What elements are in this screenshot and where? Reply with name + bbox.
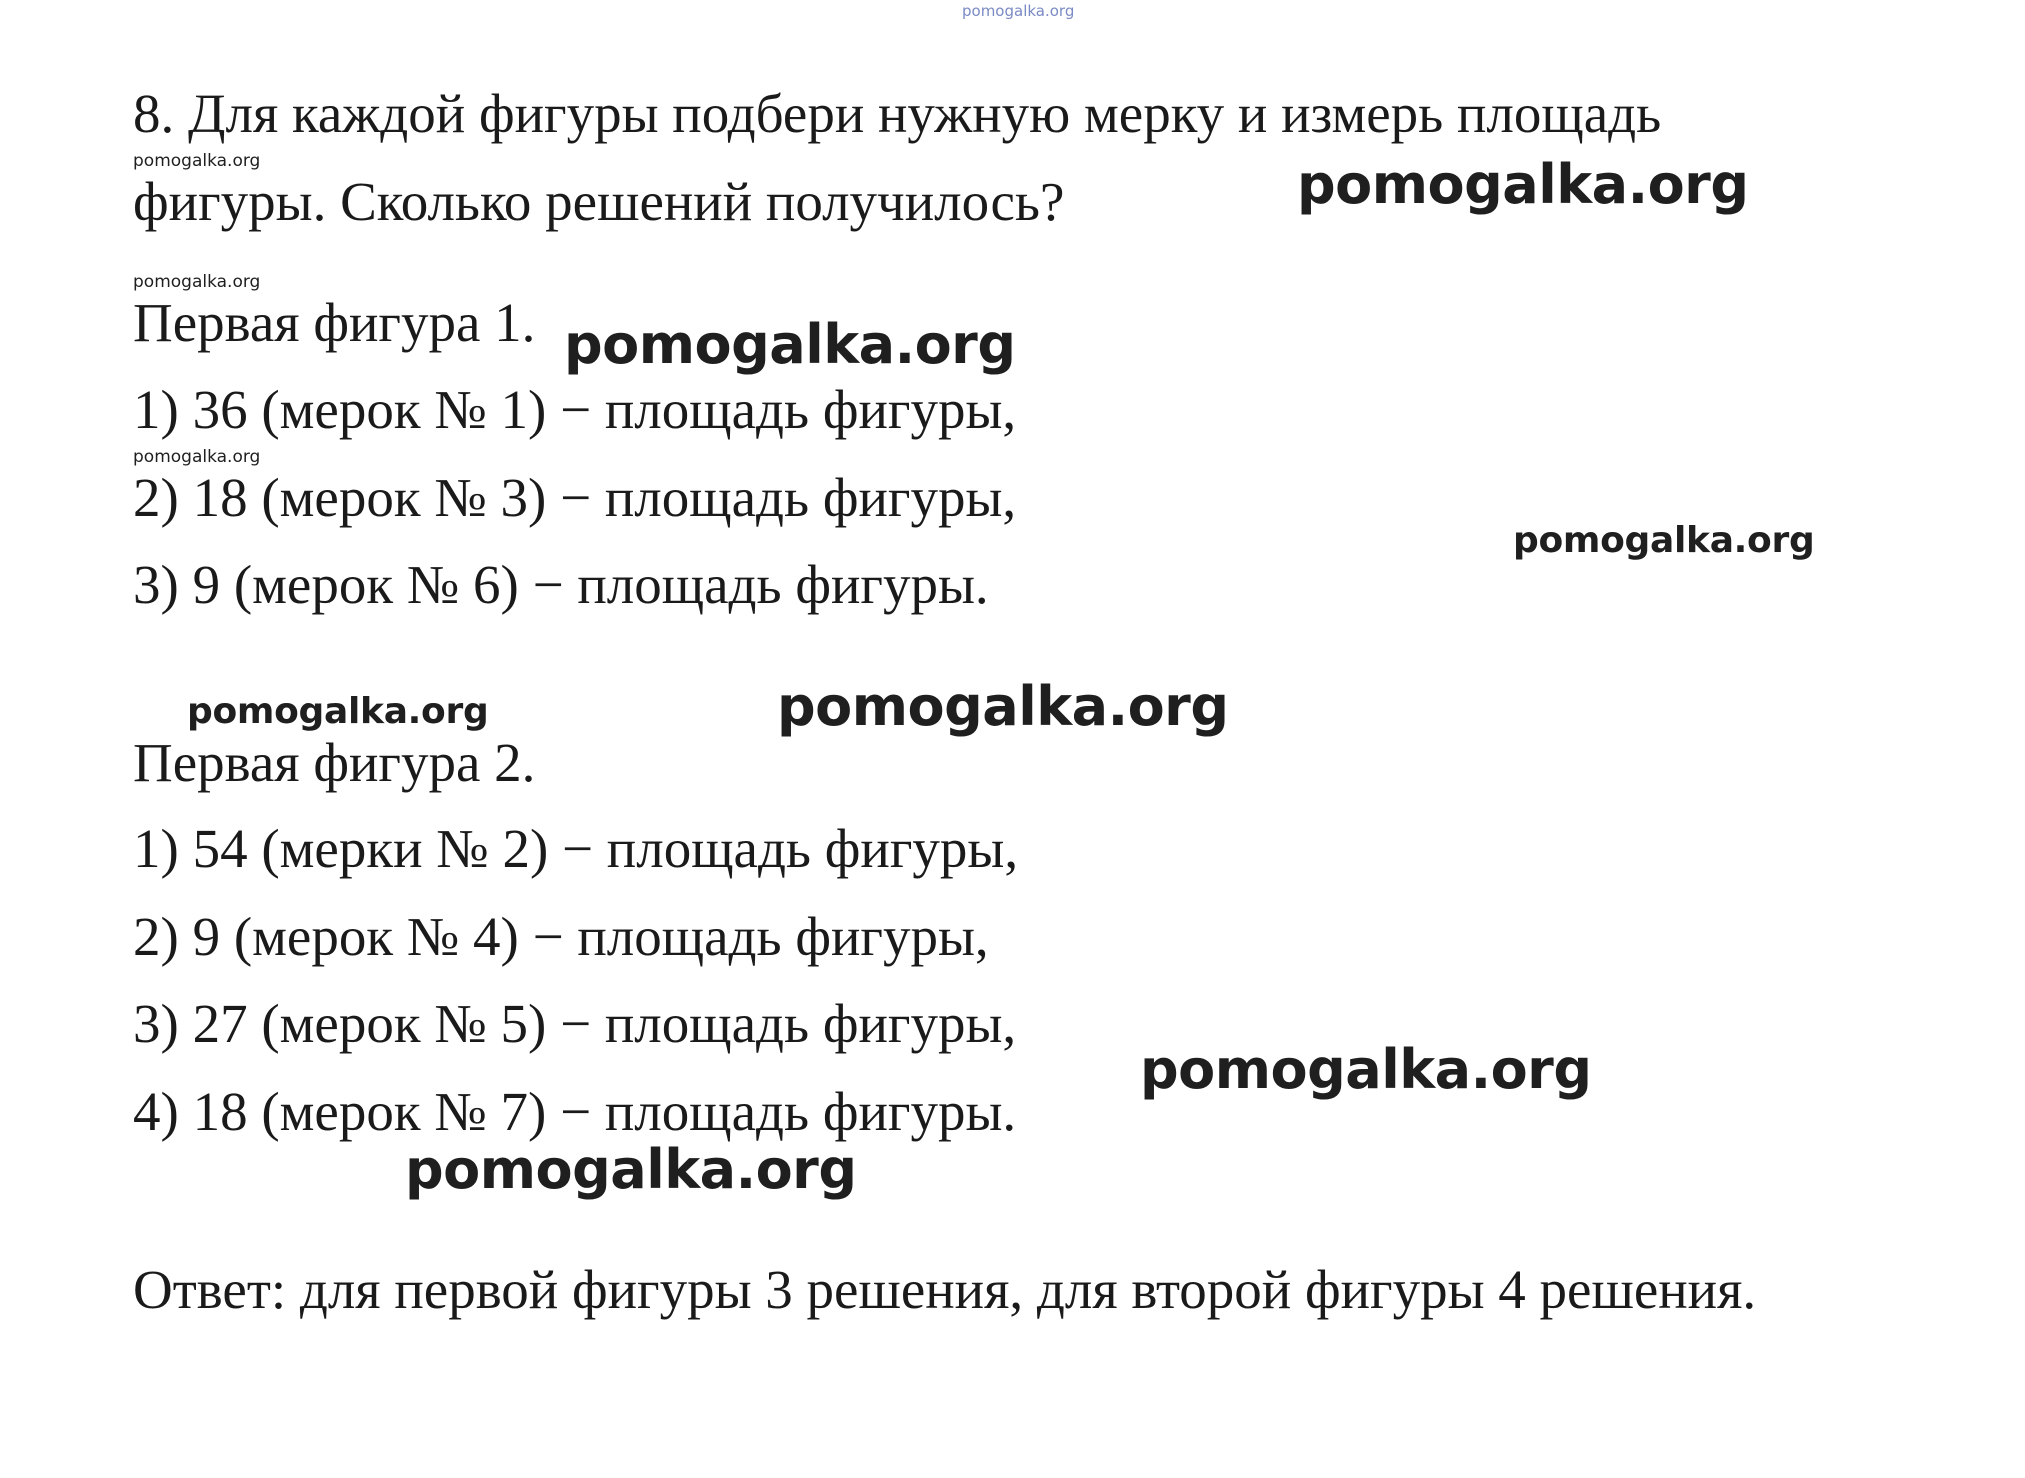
figure1-item-1: 1) 36 (мерок № 1) − площадь фигуры, [133, 379, 1017, 440]
watermark-small-3: pomogalka.org [133, 447, 261, 467]
figure2-item-2: 2) 9 (мерок № 4) − площадь фигуры, [133, 906, 989, 967]
watermark-large-3: pomogalka.org [777, 675, 1229, 738]
task-line-2: фигуры. Сколько решений получилось? [133, 171, 1065, 232]
watermark-large-4: pomogalka.org [1140, 1038, 1592, 1101]
figure2-item-3: 3) 27 (мерок № 5) − площадь фигуры, [133, 993, 1017, 1054]
figure1-item-2: 2) 18 (мерок № 3) − площадь фигуры, [133, 467, 1017, 528]
figure1-item-3: 3) 9 (мерок № 6) − площадь фигуры. [133, 554, 989, 615]
watermark-small-2: pomogalka.org [133, 272, 261, 292]
figure1-heading: Первая фигура 1. [133, 292, 536, 353]
watermark-large-1: pomogalka.org [1297, 153, 1749, 216]
watermark-medium-1: pomogalka.org [1513, 520, 1815, 561]
watermark-medium-2: pomogalka.org [187, 691, 489, 732]
task-line-1: 8. Для каждой фигуры подбери нужную мерку и измерь площадь [133, 83, 1662, 144]
answer-line: Ответ: для первой фигуры 3 решения, для второй фигуры 4 решения. [133, 1259, 1757, 1320]
figure2-item-1: 1) 54 (мерки № 2) − площадь фигуры, [133, 818, 1019, 879]
figure2-item-4: 4) 18 (мерок № 7) − площадь фигуры. [133, 1081, 1017, 1142]
watermark-top: pomogalka.org [962, 2, 1075, 20]
watermark-large-5: pomogalka.org [405, 1138, 857, 1201]
watermark-large-2: pomogalka.org [564, 313, 1016, 376]
watermark-small-1: pomogalka.org [133, 151, 261, 171]
figure2-heading: Первая фигура 2. [133, 732, 536, 793]
